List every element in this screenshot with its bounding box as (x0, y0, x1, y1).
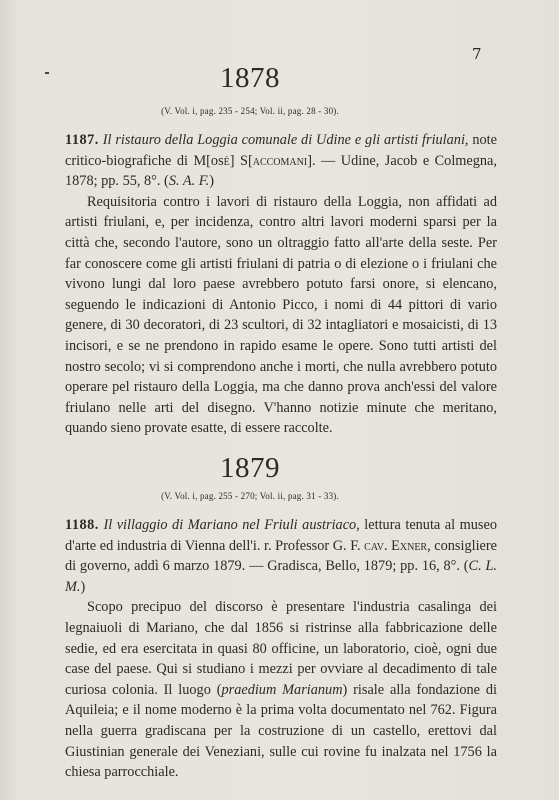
entry-1187-citation: 1187. Il ristauro della Loggia comunale di Udine e gli artisti friulani, note critico-biografiche di M[osè] S[accomani]. — Udine, Jacob e Colmegna, 1878; pp. 55, 8°. (S. A. F.) (65, 132, 497, 190)
author-name: cav. Exner (364, 537, 428, 554)
entry-1187-body: Requisitoria contro i lavori di ristauro della Loggia, non affidati ad artisti friulani, e, per incidenza, contro altri lavori moderni sparsi per la città che, secondo l'autore, sono un oltraggio fatto all'arte della seste. Per far conoscere come gli artisti friulani di patria o di elezione o i friulani che vivono lungi dal loro paese avrebbero potuto farsi onore, si elencano, seguendo le indicazioni di Antonio Picco, i nomi di 44 pittori di vario genere, di 30 decoratori, di 23 scultori, di 32 intagliatori e mosaicisti, di 13 incisori, e se ne prendono in rapido esame le opere. Sono tutti artisti del nostro secolo; vi si comprendono anche i morti, che nulla avrebbero potuto operare pel ristauro della Loggia, ma che danno prova anch'essi del valore friulano nelle arti del disegno. V'hanno notizie minute che meritano, quando sieno provate esatte, di essere raccolte. (65, 193, 497, 437)
source-abbr: S. A. F. (168, 173, 210, 190)
entry-number: 1187. (65, 132, 99, 148)
entry-title: Il villaggio di Mariano nel Friuli austriaco, (103, 517, 360, 533)
author-name: accomani (252, 152, 308, 169)
year-reference-1878: (V. Vol. i, pag. 235 - 254; Vol. ii, pag. 28 - 30). (161, 106, 339, 116)
entry-1187 (65, 130, 497, 439)
source-abbr: C. L. M. (65, 558, 497, 595)
year-reference-1879: (V. Vol. i, pag. 255 - 270; Vol. ii, pag. 31 - 33). (161, 491, 339, 501)
entry-title: Il ristauro della Loggia comunale di Udine e gli artisti friulani, (102, 132, 469, 148)
entry-1188-citation: 1188. Il villaggio di Mariano nel Friuli austriaco, lettura tenuta al museo d'arte ed industria di Vienna dell'i. r. Professor G. F. cav. Exner, consigliere di governo, addì 6 marzo 1879. — Gradisca, Bello, 1879; pp. 16, 8°. (C. L. M.) (65, 517, 497, 595)
latin-term: praedium Marianum (221, 681, 343, 698)
entry-1188 (65, 515, 497, 783)
year-heading-1879: 1879 (220, 452, 280, 484)
page-number: 7 (472, 45, 482, 63)
entry-1188-body: Scopo precipuo del discorso è presentare l'industria casalinga dei legnaiuoli di Mariano, che dal 1856 si ristrinse alla fabbricazione delle sedie, ed era esercitata in quasi 80 officine, un laboratorio, cioè, ogni due case del paese. Qui si studiano i mezzi per ovviare al decadimento di tale curiosa colonia. Il luogo (praedium Marianum) risale alla fondazione di Aquileia; e il nome moderno è la prima volta documentato nel 762. Figura nella guerra gradiscana per la costruzione di un castello, erettovi dal Giustinian generale dei Veneziani, sulle cui rovine fu inalzata nel 1756 la chiesa parrocchiale. (65, 599, 497, 781)
year-heading-1878: 1878 (220, 62, 280, 94)
entry-number: 1188. (65, 517, 99, 533)
